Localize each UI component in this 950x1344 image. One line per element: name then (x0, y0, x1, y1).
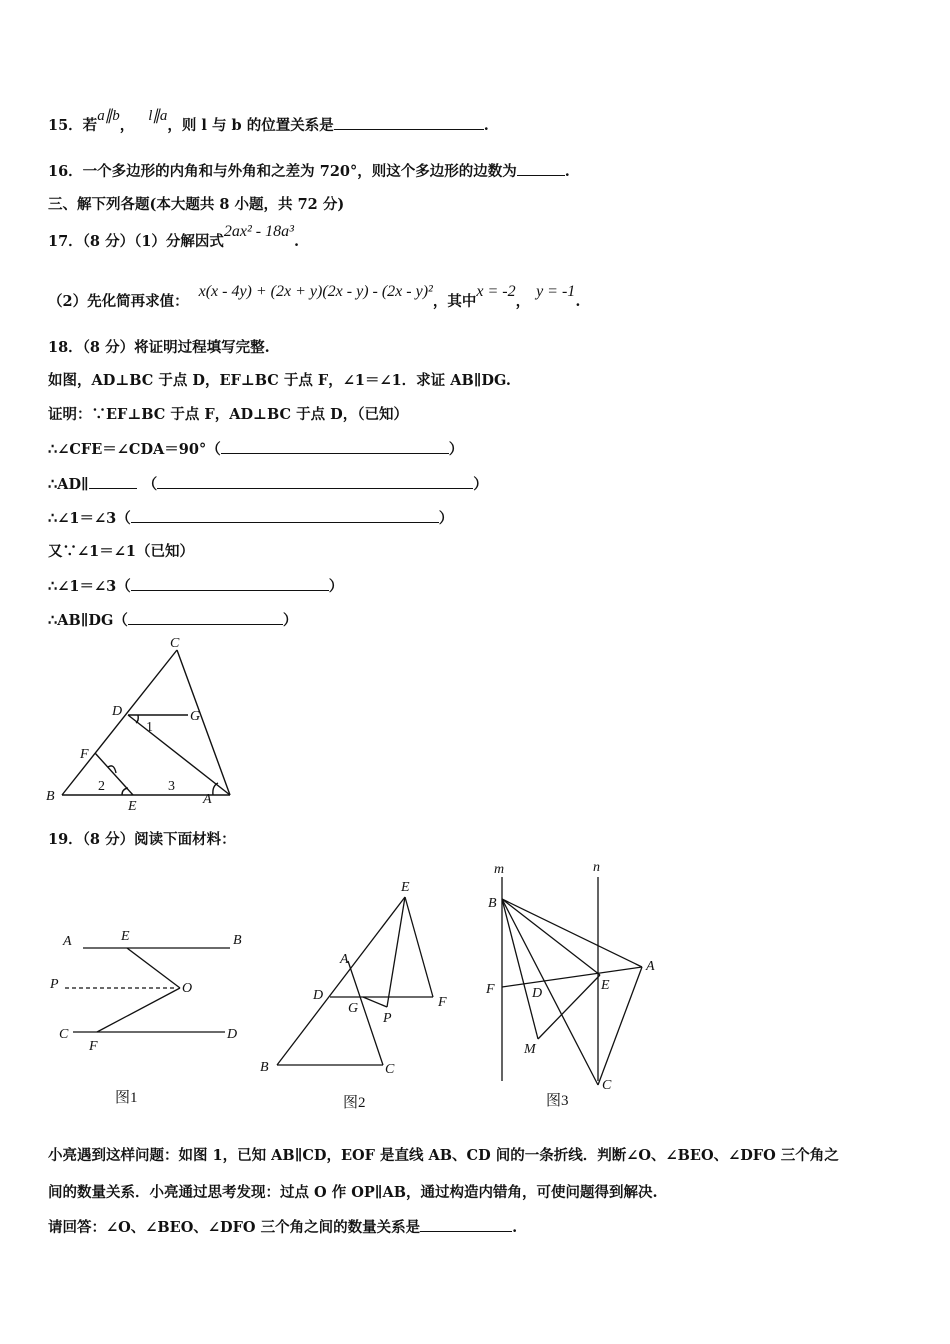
q19-figure-1 (45, 920, 255, 1110)
angle-1-arc (136, 715, 138, 723)
segment-BA (502, 899, 642, 967)
fig18-label-G: G (190, 709, 201, 724)
fig18-label-B: B (46, 789, 55, 804)
segment-EP (387, 897, 405, 1007)
fig1-label-B: B (233, 933, 242, 948)
q17-p2-sep: ， (515, 293, 531, 310)
q18-given: 如图，AD⊥BC 于点 D，EF⊥BC 于点 F，∠1＝∠1．求证 AB∥DG. (48, 372, 511, 389)
q15-sep: ， (119, 117, 135, 134)
q19-ask-text: 请回答：∠O、∠BEO、∠DFO 三个角之间的数量关系是 (48, 1219, 421, 1236)
q18-step3-blank[interactable] (131, 508, 439, 523)
section-3-heading: 三、解下列各题(本大题共 8 小题，共 72 分) (48, 196, 345, 213)
q18-step1-blank[interactable] (221, 439, 449, 454)
segment-BM (502, 899, 538, 1039)
fig2-label-B: B (260, 1060, 269, 1075)
fig18-label-A: A (203, 792, 212, 807)
fig18-label-C: C (170, 636, 180, 651)
q18-step2-text: ∴AD∥ (48, 476, 89, 493)
q18-step2-close: ） (473, 476, 488, 493)
q19-figure-2 (255, 875, 465, 1115)
q17-lead: 17．（8 分）（1）分解因式 (48, 233, 224, 250)
q19-paragraph-2: 间的数量关系．小亮通过思考发现：过点 O 作 OP∥AB，通过构造内错角，可使问题得到解决. (48, 1184, 658, 1201)
fig1-label-D: D (227, 1027, 238, 1042)
segment-EO (127, 948, 180, 988)
q18-step6-blank[interactable] (128, 610, 283, 625)
q17-part2 (48, 283, 581, 312)
q17-p2-end: . (575, 293, 581, 310)
q18-step1-text: ∴∠CFE＝∠CDA＝90°（ (48, 441, 221, 458)
q18-figure (40, 635, 240, 815)
q17-y-value: y = -1 (536, 283, 576, 300)
q17-part1 (48, 223, 299, 252)
fig2-label-D: D (313, 988, 324, 1003)
fig3-caption: 图3 (546, 1093, 569, 1109)
segment-BC (62, 650, 177, 795)
q16-blank[interactable] (517, 161, 565, 176)
fig3-label-n: n (593, 860, 600, 875)
q18-step6-close: ） (282, 612, 298, 629)
q15-cond2: l∥a (148, 108, 168, 124)
fig2-label-F: F (438, 995, 447, 1010)
q17-p2-lead: （2）先化简再求值： (48, 293, 189, 310)
q15-end: . (483, 117, 489, 134)
q18-step6 (48, 610, 297, 631)
fig3-label-A: A (646, 959, 655, 974)
q18-step6-text: ∴AB∥DG（ (48, 612, 128, 629)
fig3-label-F: F (486, 982, 495, 997)
q16-text: 16．一个多边形的内角和与外角和之差为 720°，则这个多边形的边数为 (48, 163, 517, 180)
q15-text: ，则 l 与 b 的位置关系是 (167, 117, 334, 134)
q19-figure-3 (480, 855, 680, 1115)
fig1-label-E: E (121, 929, 130, 944)
fig1-label-O: O (182, 981, 193, 996)
q18-step5-blank[interactable] (131, 576, 329, 591)
fig3-label-m: m (494, 862, 505, 877)
segment-GP (363, 997, 387, 1007)
fig2-label-A: A (340, 952, 349, 967)
q18-step2 (48, 474, 488, 495)
segment-CA (177, 650, 230, 795)
segment-BE (277, 897, 405, 1065)
q15-num: 15．若 (48, 117, 98, 134)
fig3-label-M: M (524, 1042, 536, 1057)
fig18-label-3: 3 (168, 779, 175, 794)
q18-step2-blank1[interactable] (89, 474, 137, 489)
q16 (48, 161, 570, 182)
segment-EF (405, 897, 433, 997)
q15-cond1: a∥b (97, 108, 120, 124)
q17-end: . (293, 233, 299, 250)
fig2-label-C: C (385, 1062, 395, 1077)
q18-step2-open: （ (142, 476, 158, 493)
q17-p2-mid: ，其中 (432, 293, 477, 310)
fig18-label-1: 1 (146, 720, 153, 735)
fig2-caption: 图2 (343, 1095, 366, 1111)
q18-step3-text: ∴∠1＝∠3（ (48, 510, 131, 527)
q17-expr: 2ax² - 18a³ (223, 223, 294, 240)
fig18-label-2: 2 (98, 779, 105, 794)
q18-step5-close: ） (328, 578, 344, 595)
fig18-label-F: F (80, 747, 89, 762)
q18-lead: 18．（8 分）将证明过程填写完整. (48, 339, 270, 356)
segment-FA (502, 967, 642, 987)
fig1-caption: 图1 (115, 1090, 138, 1106)
q17-p2-expr: x(x - 4y) + (2x + y)(2x - y) - (2x - y)² (198, 283, 433, 300)
fig3-label-B: B (488, 896, 497, 911)
q18-step2-blank2[interactable] (157, 474, 473, 489)
q15 (48, 108, 489, 136)
q15-blank[interactable] (334, 115, 484, 130)
q18-step1 (48, 439, 463, 460)
fig1-label-F: F (89, 1039, 98, 1054)
q18-proof-start: 证明：∵EF⊥BC 于点 F，AD⊥BC 于点 D，（已知） (48, 406, 408, 423)
q18-step4: 又∵∠1＝∠1（已知） (48, 543, 194, 560)
segment-BE (502, 899, 600, 975)
fig3-label-C: C (602, 1078, 612, 1093)
fig1-label-C: C (59, 1027, 69, 1042)
q19-question (48, 1217, 517, 1238)
fig18-label-E: E (128, 799, 137, 814)
fig1-label-P: P (50, 977, 59, 992)
fig1-label-A: A (63, 934, 72, 949)
fig3-label-E: E (601, 978, 610, 993)
fig2-label-P: P (383, 1011, 392, 1026)
segment-OF (97, 988, 180, 1032)
q18-step3 (48, 508, 453, 529)
fig2-label-G: G (348, 1001, 359, 1016)
q19-answer-blank[interactable] (420, 1217, 512, 1232)
fig3-label-D: D (532, 986, 543, 1001)
q18-step5 (48, 576, 343, 597)
fig2-label-E: E (401, 880, 410, 895)
q17-x-value: x = -2 (476, 283, 516, 300)
q18-step3-close: ） (438, 510, 454, 527)
q19-lead: 19．（8 分）阅读下面材料： (48, 831, 236, 848)
fig18-label-D: D (112, 704, 123, 719)
q19-paragraph-1: 小亮遇到这样问题：如图 1，已知 AB∥CD，EOF 是直线 AB、CD 间的一条折线．判断∠O、∠BEO、∠DFO 三个角之 (48, 1147, 839, 1164)
q18-step1-close: ） (448, 441, 464, 458)
q19-ask-end: . (512, 1219, 518, 1236)
q18-step5-text: ∴∠1＝∠3（ (48, 578, 131, 595)
q16-end: . (564, 163, 570, 180)
